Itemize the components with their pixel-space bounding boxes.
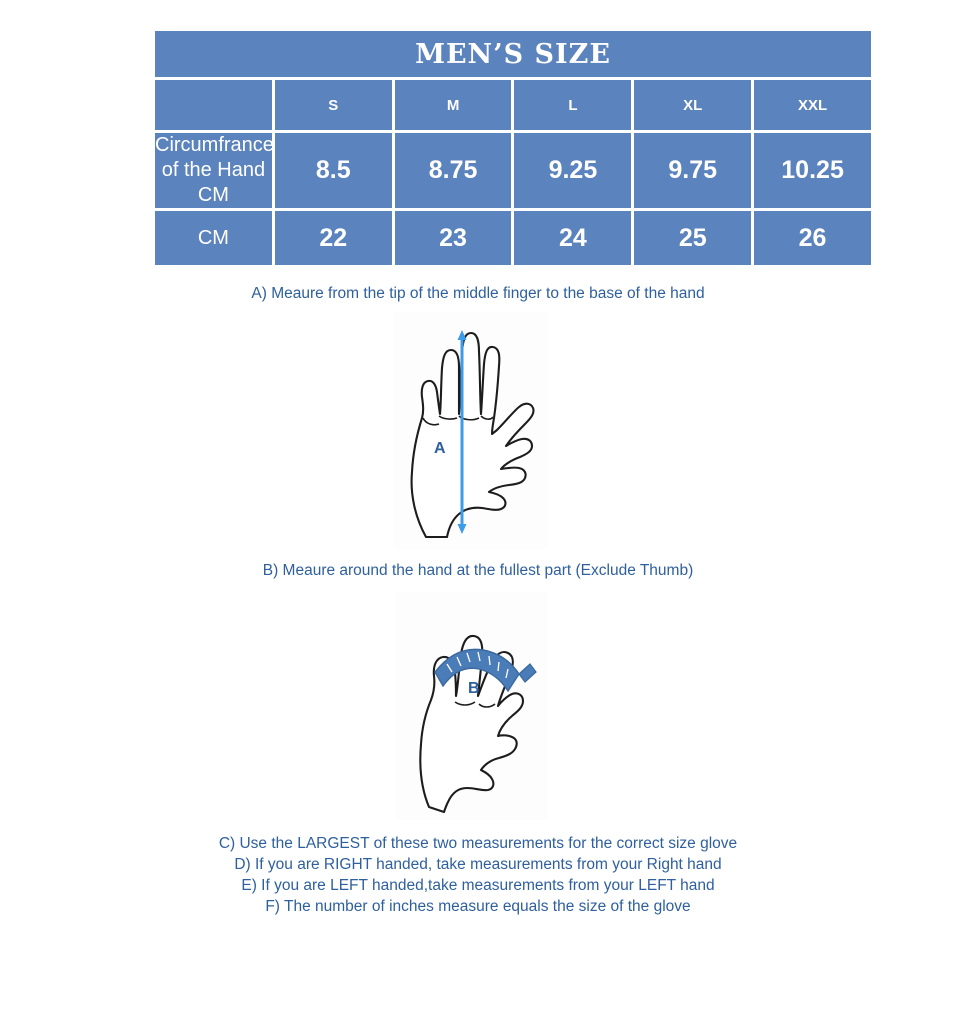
cell-circumference-xl: 9.75 bbox=[634, 133, 751, 208]
size-table-container bbox=[152, 28, 874, 268]
size-table bbox=[152, 28, 874, 268]
cell-cm-xxl: 26 bbox=[754, 211, 871, 265]
cell-circumference-xxl: 10.25 bbox=[754, 133, 871, 208]
table-row bbox=[155, 211, 871, 265]
column-header-xxl: XXL bbox=[754, 80, 871, 130]
hand-circumference-diagram bbox=[395, 592, 547, 820]
caption-b: B) Meaure around the hand at the fullest part (Exclude Thumb) bbox=[262, 562, 694, 579]
column-header-s: S bbox=[275, 80, 392, 130]
cell-circumference-m: 8.75 bbox=[395, 133, 512, 208]
open-hand-icon bbox=[393, 312, 548, 549]
column-header-xl: XL bbox=[634, 80, 751, 130]
row-label-cm: CM bbox=[155, 211, 272, 265]
table-title: MEN’S SIZE bbox=[155, 31, 871, 77]
instruction-notes bbox=[0, 833, 956, 917]
figure-b-letter: B bbox=[468, 680, 480, 697]
row-label-circumference: Circumfrance of the Hand CM bbox=[155, 134, 274, 206]
column-header-l: L bbox=[514, 80, 631, 130]
table-title-row bbox=[155, 31, 871, 77]
figure-a-letter: A bbox=[434, 440, 446, 457]
caption-a: A) Meaure from the tip of the middle finger to the base of the hand bbox=[251, 285, 705, 302]
note-c: C) Use the LARGEST of these two measurements for the correct size glove bbox=[218, 835, 738, 852]
cell-circumference-s: 8.5 bbox=[275, 133, 392, 208]
column-header-m: M bbox=[395, 80, 512, 130]
note-d: D) If you are RIGHT handed, take measurements from your Right hand bbox=[234, 856, 722, 873]
table-header-row bbox=[155, 80, 871, 130]
note-e: E) If you are LEFT handed,take measurements from your LEFT hand bbox=[241, 877, 715, 894]
cell-cm-xl: 25 bbox=[634, 211, 751, 265]
note-f: F) The number of inches measure equals the size of the glove bbox=[265, 898, 691, 915]
table-corner-cell bbox=[155, 80, 272, 130]
cell-circumference-l: 9.25 bbox=[514, 133, 631, 208]
fist-with-tape-icon bbox=[395, 592, 547, 820]
cell-cm-s: 22 bbox=[275, 211, 392, 265]
cell-cm-l: 24 bbox=[514, 211, 631, 265]
table-row bbox=[155, 133, 871, 208]
hand-length-diagram bbox=[393, 312, 548, 549]
cell-cm-m: 23 bbox=[395, 211, 512, 265]
